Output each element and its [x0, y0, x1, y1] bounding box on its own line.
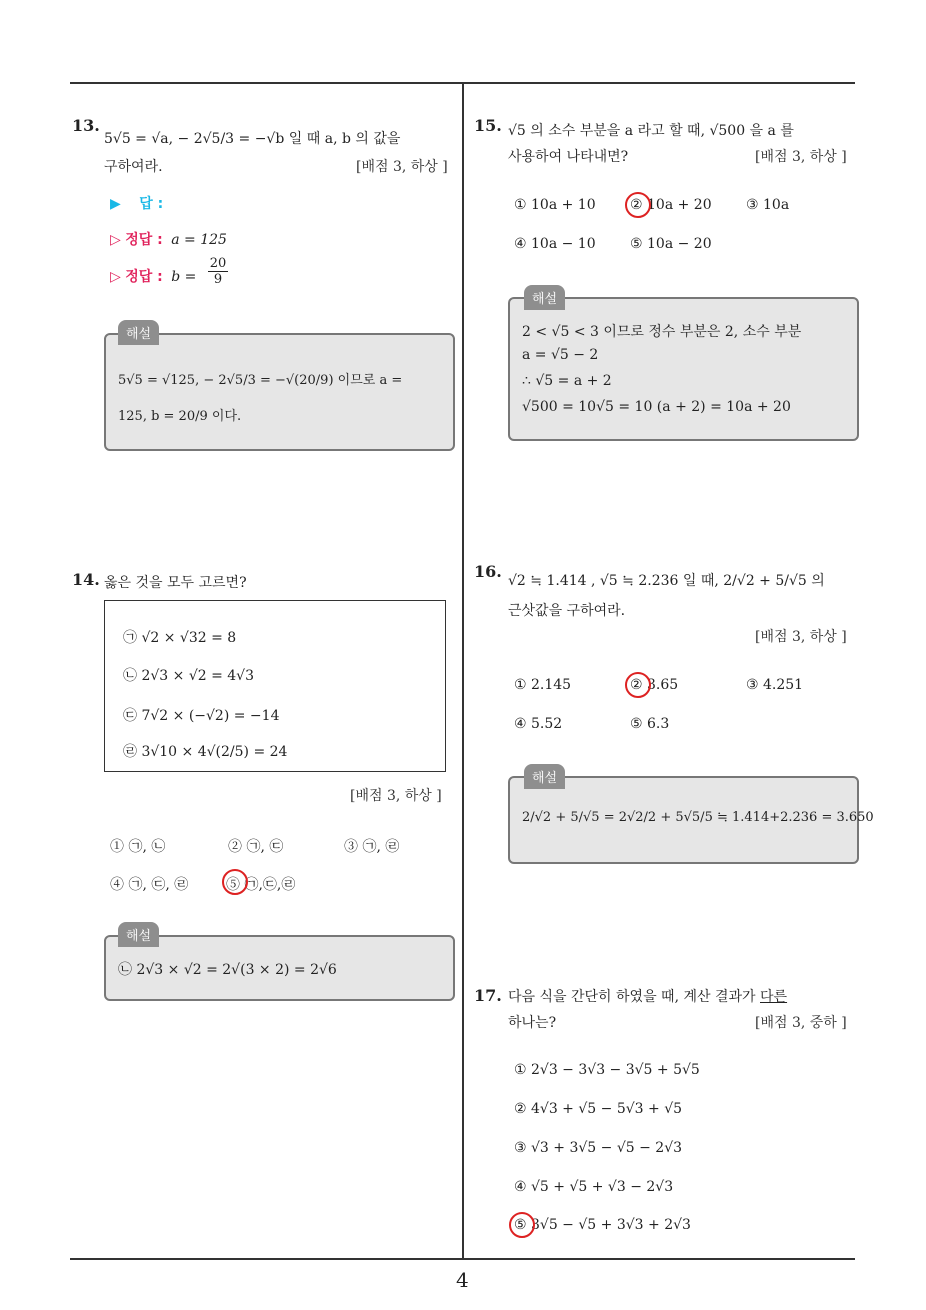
- answer-value: a = 125: [171, 232, 227, 248]
- option-2[interactable]: ② 10a + 20: [630, 197, 712, 213]
- outline-triangle-icon: ▷: [110, 269, 121, 285]
- explanation-line2: a = √5 − 2: [522, 347, 599, 363]
- score-label: [배점 3, 하상 ]: [356, 159, 448, 175]
- selected-answer-circle: [625, 192, 651, 218]
- question-number: 14.: [72, 570, 100, 589]
- statement-item: ㉣ 3√10 × 4√(2/5) = 24: [123, 744, 288, 760]
- option-2[interactable]: ② 4√3 + √5 − 5√3 + √5: [514, 1101, 683, 1117]
- explanation-box: [104, 333, 455, 451]
- bottom-rule: [70, 1258, 855, 1260]
- option-3[interactable]: ③ 4.251: [746, 677, 804, 693]
- option-1[interactable]: ① 2√3 − 3√3 − 3√5 + 5√5: [514, 1062, 700, 1078]
- correct-answer-a: [110, 229, 227, 249]
- question-number: 15.: [474, 116, 502, 135]
- explanation-tag: 해설: [524, 285, 565, 310]
- correct-label: 정답 :: [125, 269, 163, 285]
- question-text: 다음 식을 간단히 하였을 때, 계산 결과가: [508, 989, 760, 1005]
- question-number: 13.: [72, 116, 100, 135]
- answer-fraction: [208, 256, 228, 287]
- explanation-tag: 해설: [118, 320, 159, 345]
- score-label: [배점 3, 하상 ]: [755, 149, 847, 165]
- score-label: [배점 3, 하상 ]: [350, 788, 442, 804]
- explanation-line1: 5√5 = √125, − 2√5/3 = −√(20/9) 이므로 a =: [118, 373, 403, 388]
- option-4[interactable]: ④ 10a − 10: [514, 236, 596, 252]
- fraction-denominator: 9: [213, 272, 223, 287]
- option-5[interactable]: ⑤ ㉠,㉢,㉣: [226, 877, 296, 893]
- option-3[interactable]: ③ ㉠, ㉣: [344, 839, 400, 855]
- explanation-line4: √500 = 10√5 = 10 (a + 2) = 10a + 20: [522, 399, 791, 415]
- explanation-line1: ㉡ 2√3 × √2 = 2√(3 × 2) = 2√6: [118, 962, 337, 978]
- explanation-line1: 2/√2 + 5/√5 = 2√2/2 + 5√5/5 ≒ 1.414+2.236 = 3.650: [522, 810, 874, 825]
- option-2[interactable]: ② ㉠, ㉢: [228, 839, 284, 855]
- explanation-tag: 해설: [118, 922, 159, 947]
- option-4[interactable]: ④ 5.52: [514, 716, 563, 732]
- question-number: 17.: [474, 986, 502, 1005]
- explanation-tag: 해설: [524, 764, 565, 789]
- question-text-line2: 근삿값을 구하여라.: [508, 603, 626, 619]
- option-5[interactable]: ⑤ 10a − 20: [630, 236, 712, 252]
- outline-triangle-icon: ▷: [110, 232, 121, 248]
- question-text-line1: √2 ≒ 1.414 , √5 ≒ 2.236 일 때, 2/√2 + 5/√5 의: [508, 573, 825, 589]
- option-3[interactable]: ③ √3 + 3√5 − √5 − 2√3: [514, 1140, 683, 1156]
- statement-item: ㉢ 7√2 × (−√2) = −14: [123, 708, 280, 724]
- correct-label: 정답 :: [125, 232, 163, 248]
- statement-item: ㉡ 2√3 × √2 = 4√3: [123, 668, 255, 684]
- option-4[interactable]: ④ √5 + √5 + √3 − 2√3: [514, 1179, 674, 1195]
- play-icon: ▶: [110, 196, 121, 212]
- question-text: 옳은 것을 모두 고르면?: [104, 575, 247, 591]
- explanation-line1: 2 < √5 < 3 이므로 정수 부분은 2, 소수 부분: [522, 324, 802, 340]
- answer-prefix: b =: [171, 269, 197, 285]
- question-text-line2: 하나는?: [508, 1015, 557, 1031]
- explanation-box: [508, 297, 859, 441]
- question-text-line2: 사용하여 나타내면?: [508, 149, 629, 165]
- emphasis-underline: 다른: [760, 989, 788, 1005]
- option-2[interactable]: ② 3.65: [630, 677, 679, 693]
- option-5[interactable]: ⑤ 3√5 − √5 + 3√3 + 2√3: [514, 1217, 691, 1233]
- option-1[interactable]: ① ㉠, ㉡: [110, 839, 166, 855]
- correct-answer-b: [110, 266, 196, 286]
- center-divider: [462, 82, 464, 1258]
- question-number: 16.: [474, 562, 502, 581]
- question-text-line1: 5√5 = √a, − 2√5/3 = −√b 일 때 a, b 의 값을: [104, 131, 401, 147]
- selected-answer-circle: [625, 672, 651, 698]
- selected-answer-circle: [509, 1212, 535, 1238]
- answer-row: [110, 193, 163, 213]
- option-3[interactable]: ③ 10a: [746, 197, 790, 213]
- question-text-line1: √5 의 소수 부분을 a 라고 할 때, √500 을 a 를: [508, 123, 794, 139]
- fraction-numerator: 20: [209, 256, 227, 271]
- option-1[interactable]: ① 10a + 10: [514, 197, 596, 213]
- score-label: [배점 3, 하상 ]: [755, 629, 847, 645]
- answer-label: 답 :: [139, 196, 164, 212]
- statement-item: ㉠ √2 × √32 = 8: [123, 630, 237, 646]
- option-4[interactable]: ④ ㉠, ㉢, ㉣: [110, 877, 189, 893]
- statement-box: [104, 600, 446, 772]
- question-text-line2: 구하여라.: [104, 159, 163, 175]
- page-number: 4: [456, 1268, 469, 1292]
- option-5[interactable]: ⑤ 6.3: [630, 716, 670, 732]
- selected-answer-circle: [222, 869, 248, 895]
- question-text-line1: [508, 986, 787, 1006]
- explanation-box: [508, 776, 874, 864]
- explanation-line2: 125, b = 20/9 이다.: [118, 409, 242, 424]
- option-1[interactable]: ① 2.145: [514, 677, 572, 693]
- explanation-line3: ∴ √5 = a + 2: [522, 373, 612, 389]
- score-label: [배점 3, 중하 ]: [755, 1015, 847, 1031]
